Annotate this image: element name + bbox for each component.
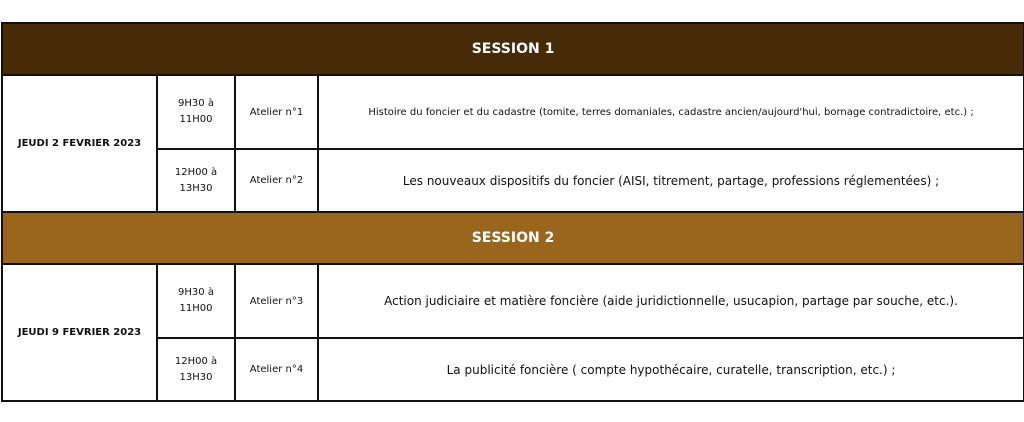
slot-time-end: 11H00: [179, 303, 213, 314]
slot-time-start: 12H00 à: [174, 355, 218, 367]
slot-time: [157, 149, 235, 212]
slot-time-start: 12H00 à: [174, 166, 218, 178]
slot-time-end: 13H30: [179, 182, 213, 194]
atelier-label: Atelier n°2: [235, 149, 318, 212]
session-1-header-row: [2, 23, 1024, 75]
slot-time: [157, 75, 235, 149]
session-schedule-table: [1, 22, 1024, 402]
atelier-topic: La publicité foncière ( compte hypothécaire, curatelle, transcription, etc.) ;: [318, 338, 1024, 401]
atelier-topic: Action judiciaire et matière foncière (aide juridictionnelle, usucapion, partage par souche, etc.).: [318, 264, 1024, 338]
session-1-title: SESSION 1: [2, 23, 1024, 75]
slot-time-start: 9H30 à: [178, 287, 214, 298]
slot-time-end: 13H30: [179, 371, 213, 383]
table-row: [2, 75, 1024, 149]
session-1-date: JEUDI 2 FEVRIER 2023: [2, 75, 157, 212]
slot-time: [157, 338, 235, 401]
atelier-topic: Histoire du foncier et du cadastre (tomite, terres domaniales, cadastre ancien/aujourd'hui, bornage contradictoire, etc.) ;: [318, 75, 1024, 149]
session-2-date: JEUDI 9 FEVRIER 2023: [2, 264, 157, 401]
atelier-topic: Les nouveaux dispositifs du foncier (AISI, titrement, partage, professions réglementées) ;: [318, 149, 1024, 212]
atelier-label: Atelier n°4: [235, 338, 318, 401]
session-2-title: SESSION 2: [2, 212, 1024, 264]
atelier-label: Atelier n°3: [235, 264, 318, 338]
table-row: [2, 264, 1024, 338]
atelier-label: Atelier n°1: [235, 75, 318, 149]
slot-time-start: 9H30 à: [178, 98, 214, 109]
slot-time-end: 11H00: [179, 114, 213, 125]
slot-time: [157, 264, 235, 338]
session-2-header-row: [2, 212, 1024, 264]
